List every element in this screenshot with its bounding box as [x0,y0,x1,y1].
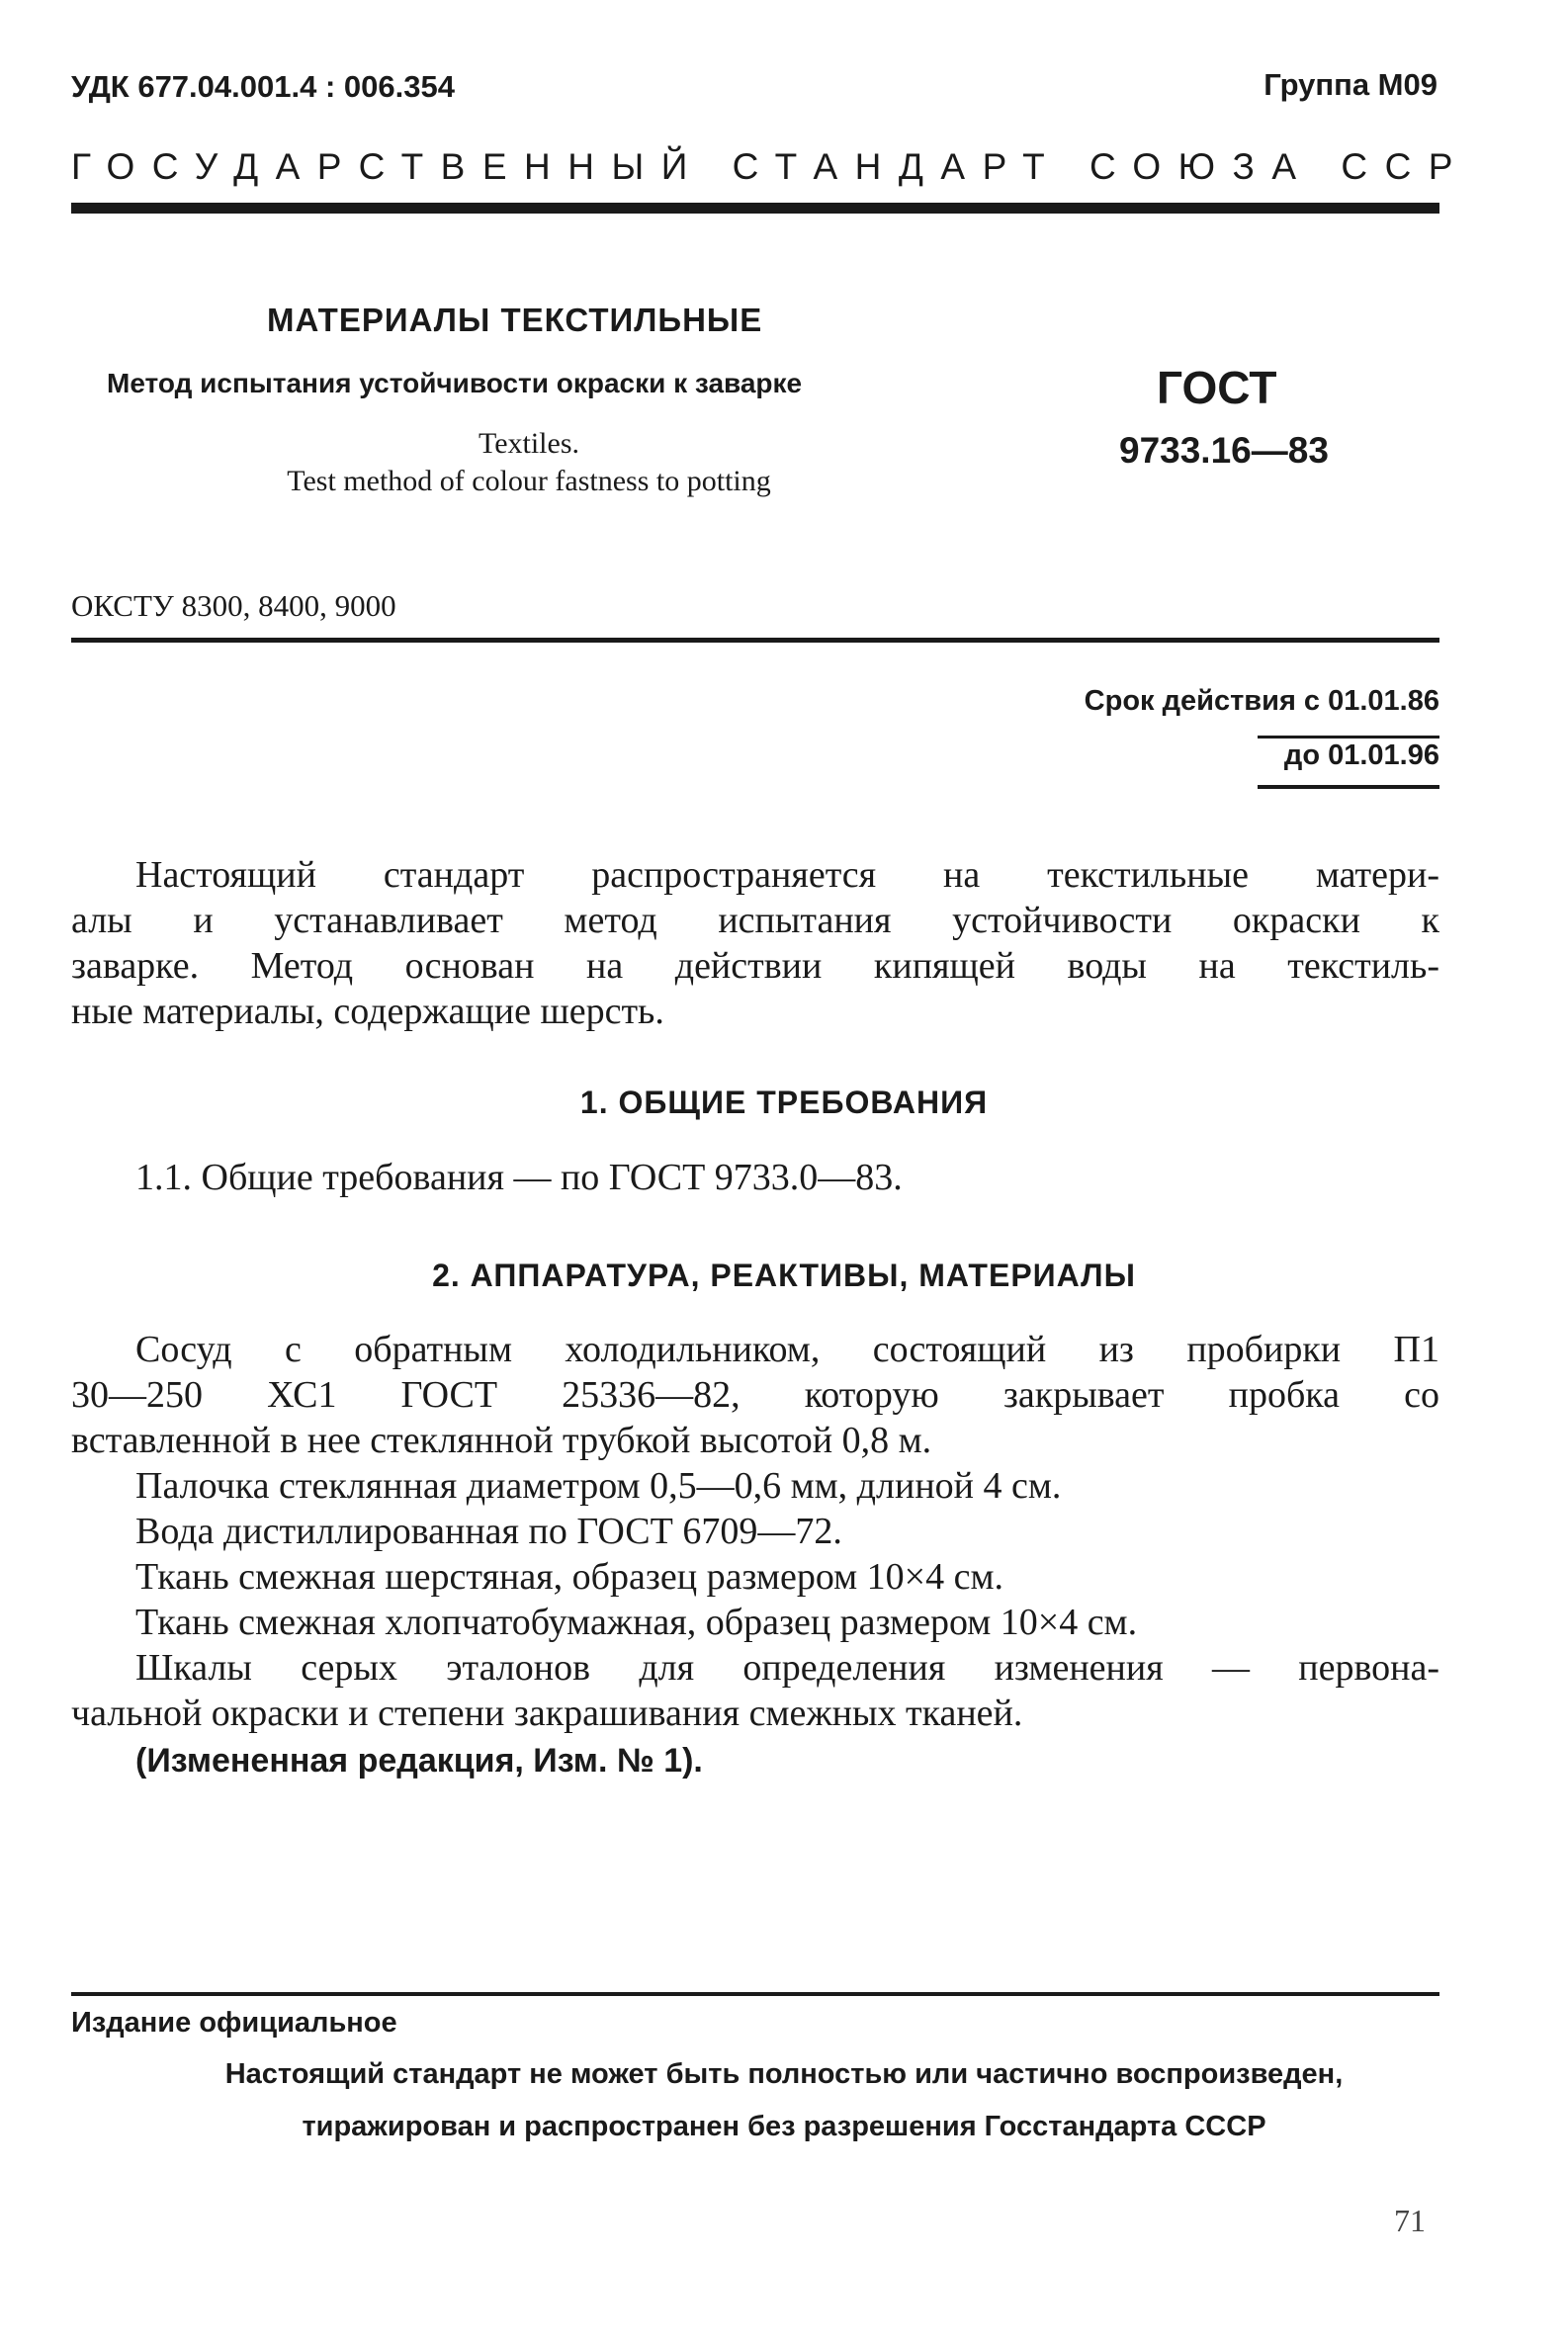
english-title-line2: Test method of colour fastness to potting [287,465,771,497]
official-edition: Издание официальное [71,2007,397,2039]
validity-from: Срок действия с 01.01.86 [1084,685,1439,717]
amendment-note: (Измененная редакция, Изм. № 1). [135,1742,703,1780]
copyright-notice-line2: тиражирован и распространен без разрешения Госстандарта СССР [302,2111,1266,2142]
intro-line-1: Настоящий стандарт распространяется на текстильные матери- [135,854,1439,896]
document-title: МАТЕРИАЛЫ ТЕКСТИЛЬНЫЕ [267,302,763,338]
page-number: 71 [1394,2203,1426,2238]
intro-line-4: ные материалы, содержащие шерсть. [71,991,664,1032]
section2-p4: Ткань смежная шерстяная, образец размером 10×4 см. [135,1556,1003,1598]
intro-line-2: алы и устанавливает метод испытания устойчивости окраски к [71,900,1439,941]
footer-rule [71,1992,1439,1996]
validity-rule-bottom [1258,785,1439,789]
section2-heading: 2. АППАРАТУРА, РЕАКТИВЫ, МАТЕРИАЛЫ [432,1258,1136,1293]
group-code: Группа М09 [1263,67,1437,102]
okstu-codes: ОКСТУ 8300, 8400, 9000 [71,588,396,623]
section2-p5: Ткань смежная хлопчатобумажная, образец размером 10×4 см. [135,1602,1138,1643]
section2-p1-line1: Сосуд с обратным холодильником, состоящий из пробирки П1 [135,1329,1439,1370]
header-rule [71,203,1439,214]
validity-rule-top [1258,736,1439,739]
state-standard-title: ГОСУДАРСТВЕННЫЙ СТАНДАРТ СОЮЗА ССР [71,146,1470,187]
section2-p3: Вода дистиллированная по ГОСТ 6709—72. [135,1511,842,1552]
copyright-notice-line1: Настоящий стандарт не может быть полностью или частично воспроизведен, [224,2058,1344,2090]
section2-p1-line2: 30—250 ХС1 ГОСТ 25336—82, которую закрывает пробка со [71,1374,1439,1416]
document-subtitle: Метод испытания устойчивости окраски к заварке [107,368,803,398]
section2-p1-line3: вставленной в нее стеклянной трубкой высотой 0,8 м. [71,1420,932,1461]
intro-line-3: заварке. Метод основан на действии кипящей воды на текстиль- [71,945,1439,987]
section1-heading: 1. ОБЩИЕ ТРЕБОВАНИЯ [579,1085,989,1120]
gost-label: ГОСТ [1157,362,1277,413]
okstu-rule [71,638,1439,643]
section2-p6-line1: Шкалы серых эталонов для определения изменения — первона- [135,1647,1439,1689]
english-title-line1: Textiles. [478,427,580,460]
section1-item: 1.1. Общие требования — по ГОСТ 9733.0—83. [135,1157,903,1198]
udk-code: УДК 677.04.001.4 : 006.354 [71,69,455,104]
validity-to: до 01.01.96 [1283,739,1439,771]
section2-p6-line2: чальной окраски и степени закрашивания смежных тканей. [71,1693,1023,1734]
section2-p2: Палочка стеклянная диаметром 0,5—0,6 мм, длиной 4 см. [135,1465,1062,1507]
gost-number: 9733.16—83 [1119,430,1329,471]
